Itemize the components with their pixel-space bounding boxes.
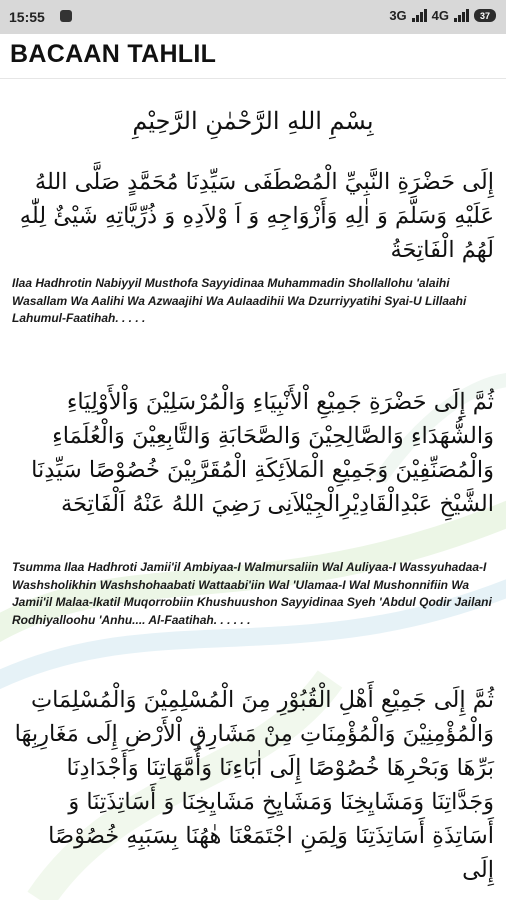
bismillah-heading: بِسْمِ اللهِ الرَّحْمٰنِ الرَّحِيْمِ <box>132 107 374 135</box>
network-3g-label: 3G <box>389 8 407 23</box>
latin-transliteration-1: Ilaa Hadhrotin Nabiyyil Musthofa Sayyidinaa Muhammadin Shollallohu 'alaihi Wasallam Wa Aalihi Wa Azwaajihi Wa Aulaadihii Wa Dzurriyyatihi Syai-U Lillaahi Lahumul-Faatihah. . . . . <box>12 276 467 325</box>
arabic-verse-3: ثُمَّ إِلَى جَمِيْعِ أَهْلِ الْقُبُوْرِ مِنَ الْمُسْلِمِيْنَ وَالْمُسْلِمَاتِ وَالْمُؤْمِنِيْنَ وَالْمُؤْمِنَاتِ مِنْ مَشَارِقِ اْلأَرْضِ إِلَى مَغَارِبِهَا بَرِّهَا وَبَحْرِهَا خُصُوْصًا إِلَى اٰبَاءِنَا وَأُمَّهَاتِنَا وَأَجْدَادِنَا وَجَدَّاتِنَا وَمَشَايِخِنَا وَمَشَايِخِ مَشَايِخِنَا وَ أَسَاتِذَتِنَا وَ أَسَاتِذَةِ أَسَاتِذَتِنَا وَلِمَنِ اجْتَمَعْنَا هٰهُنَا بِسَبَبِهِ خُصُوْصًا إِلَى <box>14 687 494 883</box>
battery-icon <box>474 9 496 22</box>
status-bar <box>0 0 506 34</box>
network-4g-label: 4G <box>431 8 449 23</box>
content-scroll-area[interactable] <box>0 79 506 900</box>
arabic-verse-2: ثُمَّ إِلَى حَضْرَةِ جَمِيْعِ اْلأَنْبِيَاءِ وَالْمُرْسَلِيْنَ وَاْلأَوْلِيَاءِ وَالشُّهَدَاءِ وَالصَّالِحِيْنَ وَالصَّحَابَةِ وَالتَّابِعِيْنَ وَالْعُلَمَاءِ وَالْمُصَنِّفِيْنَ وَجَمِيْعِ الْمَلاَئِكَةِ الْمُقَرَّبِيْنَ خُصُوْصًا سَيِّدِنَا الشَّيْخِ عَبْدِالْقَادِيْرِالْجِيْلاَنِى رَضِيَ اللهُ عَنْهُ اَلْفَاتِحَة <box>31 389 494 517</box>
signal-4g-icon <box>454 9 469 22</box>
battery-level: 37 <box>479 10 490 21</box>
status-time: 15:55 <box>9 9 45 25</box>
status-indicators <box>389 8 496 23</box>
app-notification-icon <box>60 10 72 22</box>
page-title: BACAAN TAHLIL <box>10 40 217 68</box>
arabic-verse-1: إِلَى حَضْرَةِ النَّبِيِّ الْمُصْطَفَى سَيِّدِنَا مُحَمَّدٍ صَلَّى اللهُ عَلَيْهِ وَسَلَّمَ وَ اٰلِهِ وَأَزْوَاجِهِ وَ اَ وْلاَدِهِ وَ ذُرِّيَّاتِهِ شَيْئٌ لِلّٰهِ لَهُمُ الْفَاتِحَةُ <box>19 169 494 263</box>
latin-transliteration-2: Tsumma Ilaa Hadhroti Jamii'il Ambiyaa-I Walmursaliin Wal Auliyaa-I Wassyuhadaa-I Washsholikhin Washshohaabati Wattaabi'iin Wal 'Ulamaa-I Wal Mushonnifiin Wa Jamii'il Malaa-Ikatil Muqorrobiin Khushuushon Sayyidinaa Syeh 'Abdul Qodir Jailani Rodhiyalloohu 'Anhu.... Al-Faatihah. . . . . . <box>12 560 492 627</box>
app-header <box>0 34 506 79</box>
signal-3g-icon <box>412 9 427 22</box>
